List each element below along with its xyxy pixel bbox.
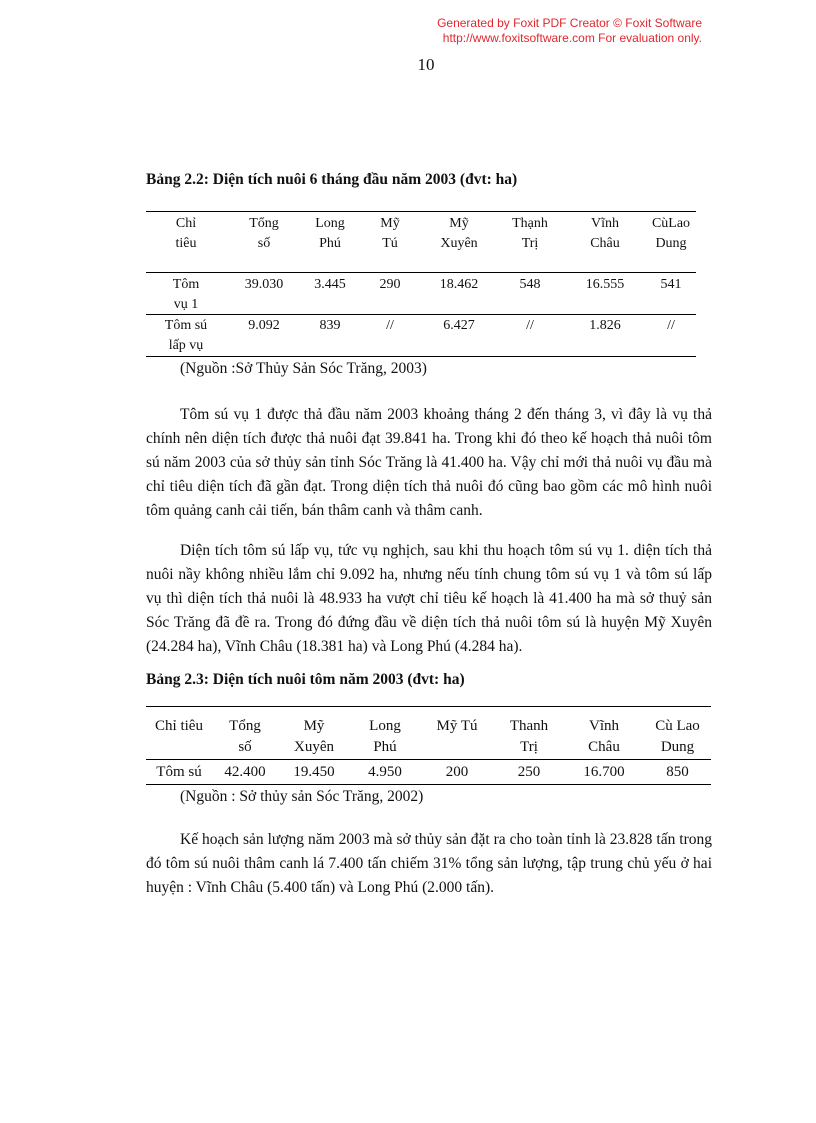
table-header-cell: Mỹ Tú	[436, 718, 478, 734]
table-header-cell: Mỹ Xuyên	[294, 718, 334, 755]
table-header-cell: Tổng số	[249, 216, 279, 251]
table-rule-row	[146, 314, 696, 315]
table-cell: 250	[517, 764, 541, 780]
table-cell: 9.092	[248, 318, 280, 333]
table-header-cell: Chỉ tiêu	[175, 216, 197, 251]
table-cell: 16.700	[583, 764, 625, 780]
table-cell: 548	[519, 277, 541, 292]
table-2-3-caption: Bảng 2.3: Diện tích nuôi tôm năm 2003 (đvt: ha)	[146, 671, 465, 688]
table-header-cell: Tổng số	[229, 718, 261, 755]
table-header-cell: CùLao Dung	[651, 216, 691, 251]
table-rule-header	[146, 759, 711, 760]
table-2-3-source: (Nguồn : Sở thủy sản Sóc Trăng, 2002)	[180, 788, 424, 805]
table-cell: //	[667, 318, 675, 333]
table-header-cell: Long Phú	[369, 718, 401, 755]
watermark-line-1: Generated by Foxit PDF Creator © Foxit Software	[437, 16, 702, 30]
table-header-cell: Cù Lao Dung	[655, 718, 700, 755]
table-2-2-source: (Nguồn :Sở Thủy Sản Sóc Trăng, 2003)	[180, 360, 427, 377]
table-cell: 3.445	[314, 277, 346, 292]
table-cell: 18.462	[439, 277, 479, 292]
foxit-watermark	[380, 16, 702, 46]
table-cell: 290	[379, 277, 401, 292]
table-row-label: Tôm sú	[156, 764, 202, 780]
paragraph-2: Diện tích tôm sú lấp vụ, tức vụ nghịch, sau khi thu hoạch tôm sú vụ 1. diện tích thả nuôi nầy không nhiều lắm chỉ 9.092 ha, nhưng nếu tính chung tôm sú vụ 1 và tôm sú lấp vụ thì diện tích thả nuôi là 48.933 ha vượt chỉ tiêu kế hoạch là 41.400 ha mà sở thuỷ sản Sóc Trăng đã đề ra. Trong đó đứng đầu về diện tích thả nuôi tôm sú là huyện Mỹ Xuyên (24.284 ha), Vĩnh Châu (18.381 ha) và Long Phú (4.284 ha).	[146, 542, 712, 655]
table-rule-bottom	[146, 784, 711, 785]
table-header-cell: Mỹ Xuyên	[440, 216, 478, 251]
table-rule-bottom	[146, 356, 696, 357]
table-rule-header	[146, 272, 696, 273]
table-cell: 6.427	[443, 318, 475, 333]
table-header-cell: Thanh Trị	[509, 718, 549, 755]
table-header-cell: Vĩnh Châu	[588, 718, 620, 755]
table-cell: 4.950	[368, 764, 402, 780]
table-cell: 839	[319, 318, 341, 333]
table-header-cell: Vĩnh Châu	[590, 216, 620, 251]
table-header-cell: Long Phú	[315, 216, 345, 251]
table-header-cell: Thạnh Trị	[512, 216, 548, 251]
table-cell: 541	[660, 277, 682, 292]
table-cell: 16.555	[585, 277, 625, 292]
table-cell: 19.450	[293, 764, 335, 780]
table-2-2-caption: Bảng 2.2: Diện tích nuôi 6 tháng đầu năm 2003 (đvt: ha)	[146, 171, 518, 188]
table-row-label: Tôm vụ 1	[172, 277, 200, 312]
table-cell: 1.826	[589, 318, 621, 333]
table-cell: //	[526, 318, 534, 333]
page-number: 10	[417, 55, 435, 74]
table-rule-top	[146, 211, 696, 212]
table-cell: 850	[666, 764, 689, 780]
paragraph-1: Tôm sú vụ 1 được thả đầu năm 2003 khoảng tháng 2 đến tháng 3, vì đây là vụ thả chính nên diện tích được thả nuôi đạt 39.841 ha. Trong khi đó theo kế hoạch thả nuôi tôm sú năm 2003 của sở thủy sản tỉnh Sóc Trăng là 41.400 ha. Vậy chỉ mới thả nuôi vụ đầu mà chỉ tiêu diện tích đã gần đạt. Trong diện tích thả nuôi đó cũng bao gồm các mô hình nuôi tôm quảng canh cải tiến, bán thâm canh và thâm canh.	[146, 406, 712, 519]
table-header-cell: Chỉ tiêu	[155, 718, 203, 734]
table-cell: 42.400	[224, 764, 266, 780]
table-cell: 39.030	[244, 277, 284, 292]
table-cell: 200	[445, 764, 469, 780]
paragraph-3: Kế hoạch sản lượng năm 2003 mà sở thủy sản đặt ra cho toàn tỉnh là 23.828 tấn trong đó tôm sú nuôi thâm canh lá 7.400 tấn chiếm 31% tổng sản lượng, tập trung chủ yếu ở hai huyện : Vĩnh Châu (5.400 tấn) và Long Phú (2.000 tấn).	[146, 831, 712, 896]
table-header-cell: Mỹ Tú	[380, 216, 400, 251]
table-row-label: Tôm sú lấp vụ	[164, 318, 208, 353]
table-cell: //	[386, 318, 394, 333]
table-rule-top	[146, 706, 711, 707]
watermark-line-2: http://www.foxitsoftware.com For evaluation only.	[442, 31, 702, 45]
